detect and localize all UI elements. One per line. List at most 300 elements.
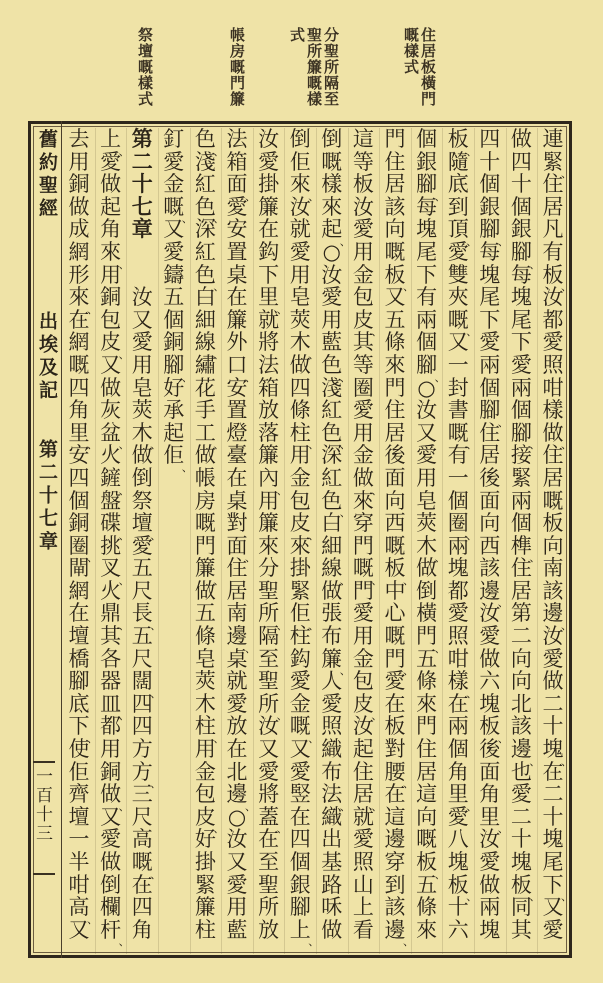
punctuation-mark: 、: [181, 370, 193, 384]
character: 各: [100, 646, 122, 671]
character: 咊: [321, 895, 343, 920]
character: 木 、: [289, 330, 320, 361]
character: 就: [352, 804, 374, 829]
character: 塊: [447, 556, 469, 581]
character: 桌: [226, 646, 248, 671]
punctuation-mark: 、: [561, 280, 572, 294]
character: 柱 、: [194, 714, 225, 746]
character: 門: [384, 375, 406, 400]
character: 倒: [289, 127, 311, 151]
character: 愛: [321, 285, 343, 310]
character: 法: [258, 352, 280, 377]
character: 塊: [542, 827, 564, 852]
character: 尾: [542, 850, 564, 874]
character: 該: [384, 895, 406, 920]
character: 在: [447, 691, 469, 716]
column-rule: [158, 128, 159, 954]
character: 塊: [447, 850, 469, 874]
character: 愛: [289, 669, 311, 694]
character: 白: [321, 511, 343, 536]
character: 至: [258, 646, 280, 671]
punctuation-mark: 、: [308, 347, 320, 361]
character: 做 、: [100, 782, 130, 813]
character: 塊: [479, 262, 501, 287]
character: 銅: [100, 759, 122, 784]
character: 愛: [479, 330, 501, 355]
character: 皂: [194, 646, 216, 671]
character: 色 、: [321, 352, 351, 384]
margin-note-altar: [136, 27, 153, 107]
punctuation-mark: 、: [339, 234, 351, 248]
character: 十: [510, 827, 532, 852]
character: 角: [447, 759, 469, 784]
character: 西: [384, 511, 406, 536]
character: 愛: [352, 398, 374, 423]
character: 金: [352, 262, 374, 287]
character: 住: [352, 759, 374, 784]
character: 用: [352, 420, 374, 445]
character: 條: [194, 624, 216, 649]
punctuation-mark: 、: [213, 212, 225, 226]
character: 在: [68, 307, 90, 332]
punctuation-mark: 、: [497, 234, 509, 248]
character: 做: [68, 194, 90, 219]
character: 來 、: [289, 172, 320, 203]
character: 所: [258, 895, 280, 920]
punctuation-mark: 、: [308, 732, 320, 746]
character: 器: [100, 669, 122, 694]
punctuation-mark: 、: [308, 189, 320, 203]
character: 南: [542, 556, 564, 581]
punctuation-mark: 、: [561, 890, 572, 904]
character: 板 、: [384, 556, 414, 587]
character: 皂: [289, 285, 311, 310]
character: 又: [416, 420, 438, 445]
character: 用: [289, 443, 311, 468]
character: 做 、: [352, 465, 383, 497]
character: ○: [227, 804, 247, 829]
character: 色 、: [194, 262, 225, 294]
character: 線 、: [321, 556, 351, 587]
column-rule: [474, 128, 475, 954]
character: 在: [542, 759, 564, 784]
character: 就: [289, 217, 311, 242]
character: 半: [68, 850, 90, 874]
character: 在: [131, 872, 153, 897]
character: 愛: [510, 782, 532, 807]
character: 個: [479, 172, 501, 197]
character: 碟 、: [100, 511, 130, 542]
punctuation-mark: 、: [276, 302, 288, 316]
character: 線 、: [194, 330, 225, 361]
character: 起: [352, 737, 374, 762]
character: 五: [194, 601, 216, 626]
character: 汝: [258, 714, 280, 739]
character: 居: [542, 194, 564, 219]
character: 用: [321, 307, 343, 332]
character: 起: [163, 420, 185, 445]
character: 放: [258, 917, 280, 942]
character: 好: [194, 827, 216, 852]
character: 個: [447, 488, 469, 513]
margin-note-door-hanging: [228, 27, 245, 107]
character: 橫: [416, 601, 438, 626]
character: 個: [163, 307, 185, 332]
character: 角: [479, 782, 501, 807]
punctuation-mark: 、: [466, 144, 478, 158]
character: 一: [447, 465, 469, 490]
character: 二: [542, 782, 564, 807]
character: 法 、: [321, 782, 351, 813]
character: 十: [510, 172, 532, 197]
punctuation-mark: 、: [87, 912, 98, 926]
character: 面: [479, 488, 501, 513]
character: 二: [542, 691, 564, 716]
punctuation-mark: 、: [276, 483, 288, 497]
character: 兩: [510, 488, 532, 513]
character: 塊: [510, 850, 532, 874]
character: 兩: [447, 533, 469, 558]
character: 心: [384, 601, 406, 626]
character: 雙: [447, 262, 469, 287]
character: 金: [352, 646, 374, 671]
character: 圈: [352, 375, 374, 400]
character: 對: [226, 511, 248, 536]
character: 掛: [194, 850, 216, 874]
punctuation-mark: 、: [561, 167, 572, 181]
column-rule: [348, 128, 349, 954]
character: 板 、: [542, 262, 572, 294]
character: 分: [258, 556, 280, 581]
character: 做 、: [542, 420, 572, 452]
character: 住: [479, 420, 501, 445]
character: 每: [416, 194, 438, 219]
character: 就: [226, 669, 248, 694]
character: 向: [384, 488, 406, 513]
character: 十: [479, 149, 501, 174]
character: ○: [322, 239, 341, 264]
character: 愛: [542, 646, 564, 671]
character: 包: [289, 488, 311, 513]
punctuation-mark: 、: [434, 867, 446, 881]
character: 門: [416, 714, 438, 739]
character: 金: [352, 443, 374, 468]
character: 金: [289, 691, 311, 716]
character: 板 、: [479, 714, 509, 746]
punctuation-mark: 、: [181, 460, 193, 474]
character: 色 、: [321, 488, 351, 520]
column-rule: [379, 128, 380, 954]
character: 所 、: [258, 601, 288, 633]
character: 好: [163, 375, 185, 400]
character: 愛: [510, 352, 532, 377]
character: 四: [289, 375, 311, 400]
character: 愛: [100, 827, 122, 852]
character: 板 、: [384, 262, 414, 294]
character: 汝: [416, 398, 438, 423]
character: 做: [100, 850, 122, 874]
character: 愛: [447, 601, 469, 626]
punctuation-mark: 、: [213, 144, 225, 158]
character: 二: [510, 624, 532, 649]
text-column: [475, 127, 509, 954]
character: 該: [384, 194, 406, 219]
punctuation-mark: 、: [497, 596, 509, 610]
character: 銅: [100, 285, 122, 310]
character: 四: [510, 149, 532, 174]
character: 在: [384, 691, 406, 716]
text-column: [222, 127, 256, 954]
character: 包: [194, 782, 216, 807]
margin-note-line: 帳房嘅門簾: [228, 27, 246, 107]
character: 兩: [479, 895, 501, 920]
character: 銀: [510, 217, 532, 242]
punctuation-mark: 、: [245, 370, 256, 384]
character: 尾: [416, 239, 438, 264]
character: 六: [479, 669, 501, 694]
character: 簾: [226, 307, 248, 332]
character: 汝: [321, 262, 343, 287]
character: 闊 、: [131, 669, 162, 700]
character: 做: [100, 172, 122, 197]
character: 四: [131, 691, 153, 716]
character: 該: [542, 578, 564, 603]
character: 塊: [416, 217, 438, 242]
character: 向: [542, 533, 564, 558]
character: 將: [258, 330, 280, 355]
character: 邊 、: [384, 917, 414, 949]
character: 咁: [68, 872, 90, 897]
margin-note-line: 式: [288, 27, 306, 43]
punctuation-mark: 、: [561, 438, 572, 452]
character: 布: [321, 624, 343, 649]
punctuation-mark: 、: [497, 732, 509, 746]
character: 邊: [384, 827, 406, 852]
character: 又: [100, 804, 122, 829]
punctuation-mark: 、: [118, 619, 130, 633]
character: 這: [416, 782, 438, 807]
character: 來 、: [68, 285, 98, 316]
character: 倒: [416, 578, 438, 603]
character: 汝: [289, 194, 311, 219]
punctuation-mark: 、: [339, 506, 351, 520]
character: 住: [384, 149, 406, 174]
punctuation-mark: 、: [150, 438, 162, 452]
character: 接: [510, 443, 532, 468]
character: 山: [352, 872, 374, 897]
punctuation-mark: 、: [150, 686, 162, 700]
character: 四: [289, 827, 311, 852]
column-rule: [442, 128, 443, 954]
character: 皮 、: [289, 511, 320, 542]
punctuation-mark: 、: [466, 325, 478, 339]
text-column: [64, 127, 98, 954]
punctuation-mark: 、: [371, 573, 383, 587]
punctuation-mark: 、: [150, 867, 162, 881]
character: 來: [416, 691, 438, 716]
chapter-title: 第二十七章: [36, 439, 58, 554]
character: 塊: [479, 917, 501, 942]
character: 居: [479, 443, 501, 468]
book-series-title: 舊約聖經: [36, 129, 58, 221]
character: 一: [447, 352, 469, 377]
character: 個: [416, 127, 438, 151]
text-column: [506, 127, 541, 954]
character: 向: [510, 669, 532, 694]
character: 上 、: [100, 127, 130, 158]
character: 連: [542, 127, 564, 151]
character: 邊 、: [510, 737, 541, 768]
character: 里 、: [447, 782, 478, 813]
character: 個: [510, 398, 532, 423]
character: 門: [352, 533, 374, 558]
punctuation-mark: 、: [403, 573, 414, 587]
character: 向: [384, 217, 406, 242]
character: 腳 、: [163, 352, 193, 384]
character: 皮 、: [352, 307, 383, 339]
character: 四: [131, 895, 153, 920]
character: 淺: [194, 149, 216, 174]
punctuation-mark: 、: [245, 641, 256, 655]
character: 門: [384, 127, 406, 151]
character: 八: [447, 827, 469, 852]
character: 又: [226, 850, 248, 874]
character: 竪: [289, 782, 311, 807]
character: 樣 、: [447, 669, 478, 700]
character: 底: [68, 691, 90, 716]
character: [127, 241, 157, 264]
character: 等: [352, 352, 374, 377]
character: 又: [384, 285, 406, 310]
character: 來: [258, 533, 280, 558]
character: 路: [321, 872, 343, 897]
text-column: [96, 127, 130, 954]
character: 在: [226, 285, 248, 310]
character: 十: [447, 895, 469, 920]
character: 嘅 、: [352, 556, 383, 587]
character: 又: [68, 917, 90, 942]
character: 腳: [289, 895, 311, 920]
punctuation-mark: 、: [150, 619, 162, 633]
character: 板 、: [447, 127, 478, 158]
text-column: [190, 127, 225, 954]
character: 簾: [194, 895, 216, 920]
character: 個: [510, 194, 532, 219]
character: 個: [416, 330, 438, 355]
character: 腳 、: [416, 352, 446, 384]
character: 下: [258, 262, 280, 287]
character: 居: [384, 172, 406, 197]
character: 置: [226, 239, 248, 264]
column-rule: [126, 128, 127, 954]
character: 都: [447, 578, 469, 603]
character: 愛: [258, 149, 280, 174]
character: 頂 、: [447, 217, 478, 248]
punctuation-mark: 、: [529, 257, 541, 271]
character: 愛: [352, 827, 374, 852]
punctuation-mark: 、: [87, 732, 98, 746]
character: 皂: [131, 375, 153, 400]
character: 後: [479, 737, 501, 762]
punctuation-mark: 、: [403, 935, 414, 949]
character: 銅: [163, 330, 185, 355]
character: 壇 、: [131, 511, 162, 542]
punctuation-mark: 、: [118, 935, 130, 949]
character: 塊: [510, 285, 532, 310]
character: 色 、: [194, 127, 225, 158]
character: 做: [100, 375, 122, 400]
character: 尺: [131, 646, 153, 671]
character: 書: [447, 398, 469, 423]
character: 後: [384, 443, 406, 468]
character: 去: [68, 127, 90, 151]
character: 木 、: [131, 420, 162, 452]
character: 五: [384, 307, 406, 332]
column-rule: [284, 128, 285, 954]
character: 三: [131, 782, 153, 807]
character: 嘅: [384, 624, 406, 649]
character: 來: [416, 917, 438, 942]
character: 用: [131, 352, 153, 377]
punctuation-mark: 、: [403, 280, 414, 294]
character: 做: [321, 578, 343, 603]
punctuation-mark: 、: [371, 799, 383, 813]
character: 門 、: [416, 624, 446, 655]
character: 居: [416, 759, 438, 784]
character: 愛: [352, 601, 374, 626]
character: 十: [542, 804, 564, 829]
character: 口 、: [226, 352, 256, 384]
punctuation-mark: 、: [213, 280, 225, 294]
margin-note-veil: [288, 27, 339, 107]
margin-note-line: 住居板橫門: [419, 27, 437, 107]
character: 圈 、: [447, 511, 478, 542]
character: 愛: [100, 149, 122, 174]
punctuation-mark: 、: [466, 438, 478, 452]
character: 細: [321, 533, 343, 558]
character: 其: [352, 330, 374, 355]
text-column: [254, 127, 288, 954]
character: 銀: [479, 194, 501, 219]
character: 四: [68, 465, 90, 490]
character: 住: [542, 443, 564, 468]
character: 北: [510, 691, 532, 716]
character: 個: [479, 375, 501, 400]
character: 條: [416, 895, 438, 920]
column-rule: [411, 128, 412, 954]
character: [127, 264, 157, 287]
character: 起: [100, 194, 122, 219]
punctuation-mark: 、: [466, 686, 478, 700]
character: 門 、: [384, 646, 414, 678]
character: 汝: [479, 601, 501, 626]
character: 等: [352, 149, 374, 174]
character: 對: [384, 737, 406, 762]
character: 十: [542, 714, 564, 739]
character: 下: [510, 330, 532, 355]
character: 在: [384, 782, 406, 807]
page-number-box: [33, 761, 55, 875]
character: 四: [68, 375, 90, 400]
character: 緊: [194, 872, 216, 897]
character: 鈎: [289, 646, 311, 671]
column-rule: [190, 128, 191, 954]
character: 條: [384, 330, 406, 355]
column-rule: [506, 128, 507, 954]
character: 西: [479, 533, 501, 558]
character: 愛: [479, 850, 501, 874]
character: 用: [416, 465, 438, 490]
